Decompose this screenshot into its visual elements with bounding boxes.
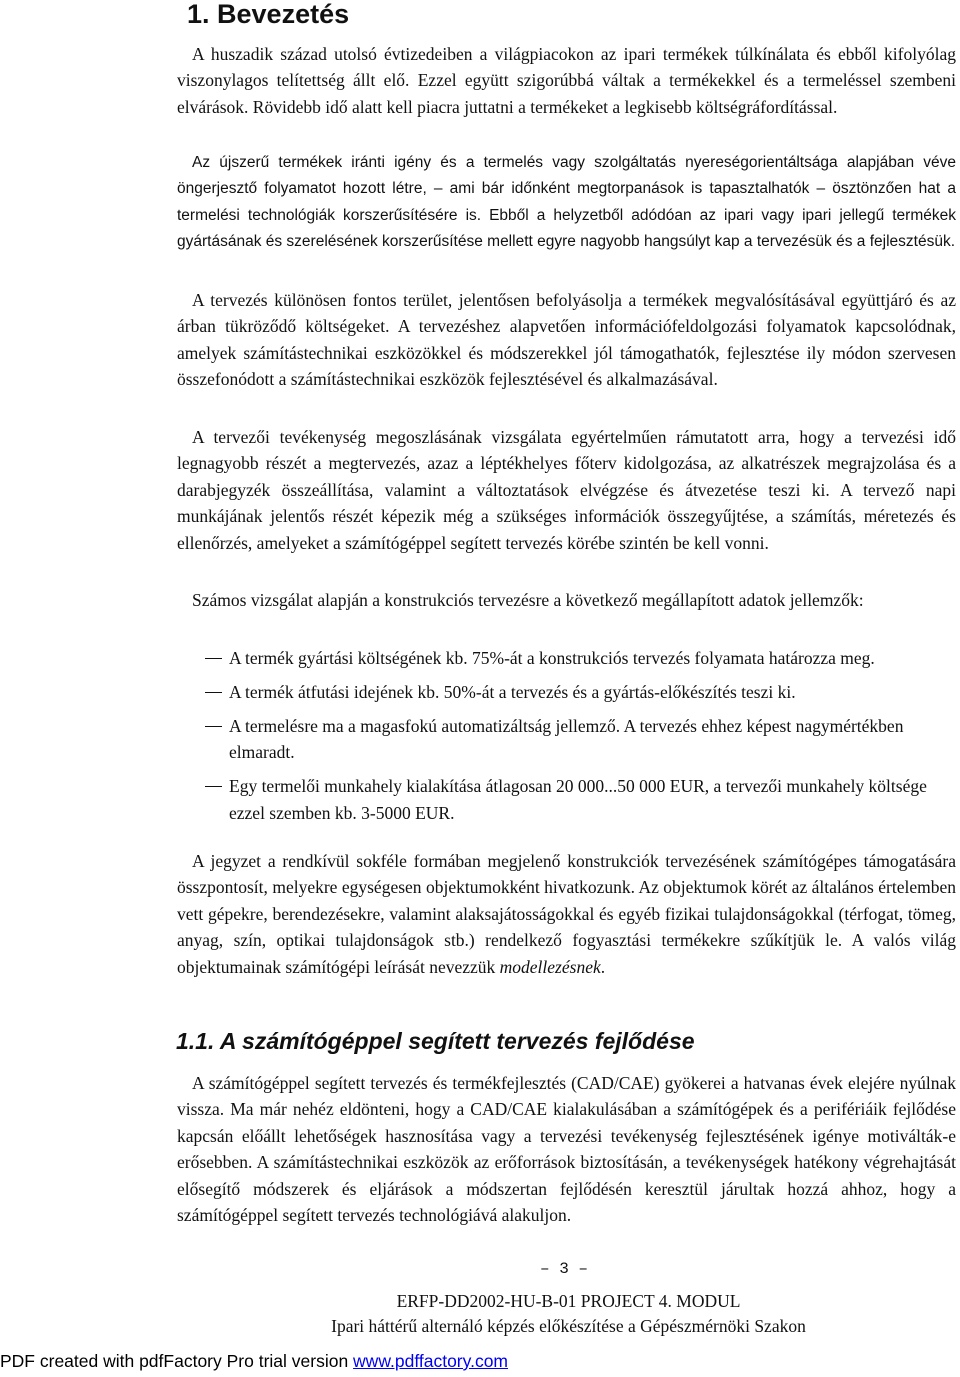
paragraph-findings-intro: Számos vizsgálat alapján a konstrukciós tervezésre a következő megállapított adatok jellemzők: <box>192 590 864 610</box>
list-item <box>177 773 956 826</box>
paragraph-objects-end: . <box>600 956 606 977</box>
footer-project-line: ERFP-DD2002-HU-B-01 PROJECT 4. MODUL <box>396 1291 741 1311</box>
list-item <box>177 645 956 671</box>
paragraph-objects-text: A jegyzet a rendkívül sokféle formában megjelenő konstrukciók tervezésének számítógépes támogatására összpontosít, melyekre egységesen objektumokként hivatkozunk. Az objektumok körét az általános értelemben vett gépekre, berendezésekre, valamint alaksajátosságokkal és egyéb fizikai tulajdonságokkal (térfogat, tömeg, anyag, szín, optikai tulajdonságok stb.) rendelkező fogyasztási termékekre szűkítjük le. A valós világ objektumainak számítógépi leírását nevezzük <box>177 851 956 977</box>
dash-bullet-icon <box>205 786 222 787</box>
section-heading: 1. Bevezetés <box>187 0 350 29</box>
list-item-text: A termék átfutási idejének kb. 50%-át a tervezés és a gyártás-előkészítés teszi ki. <box>229 682 796 702</box>
pdf-banner <box>0 1349 508 1373</box>
dash-bullet-icon <box>205 692 222 693</box>
paragraph-design-importance: A tervezés különösen fontos terület, jelentősen befolyásolja a termékek megvalósításával együttjáró és az árban tükröződő költségeket. A tervezéshez alapvetően információfeldolgozási folyamatok kapcsolódnak, amelyek számítástechnikai eszközökkel és módszerekkel jól támogathatók, fejlesztése ily módon szervesen összefonódott a számítástechnikai eszközök fejlesztésével és alkalmazásával. <box>177 290 956 390</box>
paragraph-objects <box>177 848 956 980</box>
paragraph-designer-activity: A tervezői tevékenység megoszlásának vizsgálata egyértelműen rámutatott arra, hogy a tervezési idő legnagyobb részét a megtervezés, azaz a léptékhelyes főterv kidolgozása, az alkatrészek megrajzolása és a darabjegyzék összeállítása, valamint a változtatások elvégzése és átvezetése teszi ki. A tervező napi munkájának jelentős részét képezik még a szükséges információk összegyűjtése, a számítás, méretezés és ellenőrzés, amelyeket a számítógéppel segített tervezés körébe szintén be kell vonni. <box>177 427 956 553</box>
paragraph-intro: A huszadik század utolsó évtizedeiben a világpiacokon az ipari termékek túlkínálata és ebből kifolyólag viszonylagos telítettség állt elő. Ezzel együtt szigorúbbá váltak a termékekkel és a termeléssel szembeni elvárások. Rövidebb idő alatt kell piacra juttatni a termékeket a legkisebb költségráfordítással. <box>177 44 956 117</box>
dash-bullet-icon <box>205 658 222 659</box>
list-item <box>177 679 956 705</box>
emphasized-term: modellezésnek <box>499 956 601 977</box>
list-item-text: A termék gyártási költségének kb. 75%-át a konstrukciós tervezés folyamata határozza meg. <box>229 648 875 668</box>
list-item <box>177 713 956 766</box>
paragraph-cad-history: A számítógéppel segített tervezés és termékfejlesztés (CAD/CAE) gyökerei a hatvanas évek elejére nyúlnak vissza. Ma már nehéz eldönteni, hogy a CAD/CAE kialakulásában a számítógépek és a perifériáik fejlődése kapcsán előállt lehetőségek hasznosítása vagy a tervezési tevékenység fejlesztésének igénye motiválták-e erősebben. A számítástechnikai eszközök az erőforrások biztosításán, a tevékenységek hatékony végrehajtását elősegítő módszerek és eljárások a módszertan fejlődésén keresztül járultak hozzá ahhoz, hogy a számítógéppel segített tervezés technológiává alakuljon. <box>177 1073 956 1226</box>
list-item-text: Egy termelői munkahely kialakítása átlagosan 20 000...50 000 EUR, a tervezői munkahely költsége ezzel szemben kb. 3-5000 EUR. <box>229 776 927 823</box>
list-item-text: A termelésre ma a magasfokú automatizáltság jellemző. A tervezés ehhez képest nagymértékben elmaradt. <box>229 716 904 763</box>
pdffactory-link[interactable]: www.pdffactory.com <box>353 1351 509 1371</box>
subsection-heading: 1.1. A számítógéppel segített tervezés fejlődése <box>176 1028 695 1054</box>
findings-list <box>177 645 956 834</box>
page-number: – 3 – <box>540 1260 589 1278</box>
footer-subtitle-line: Ipari háttérű alternáló képzés előkészítése a Gépészmérnöki Szakon <box>331 1316 806 1336</box>
pdf-banner-text: PDF created with pdfFactory Pro trial version <box>0 1351 354 1371</box>
dash-bullet-icon <box>205 726 222 727</box>
paragraph-demand: Az újszerű termékek iránti igény és a termelés vagy szolgáltatás nyereségorientáltsága alapjában véve öngerjesztő folyamatot hozott létre, – ami bár időnként megtorpanások is tapasztalhatók – ösztönzően hat a termelési technológiák korszerűsítésére is. Ebből a helyzetből adódóan az ipari vagy ipari jellegű termékek gyártásának és szerelésének korszerűsítése mellett egyre nagyobb hangsúlyt kap a tervezésük és a fejlesztésük. <box>177 154 956 251</box>
